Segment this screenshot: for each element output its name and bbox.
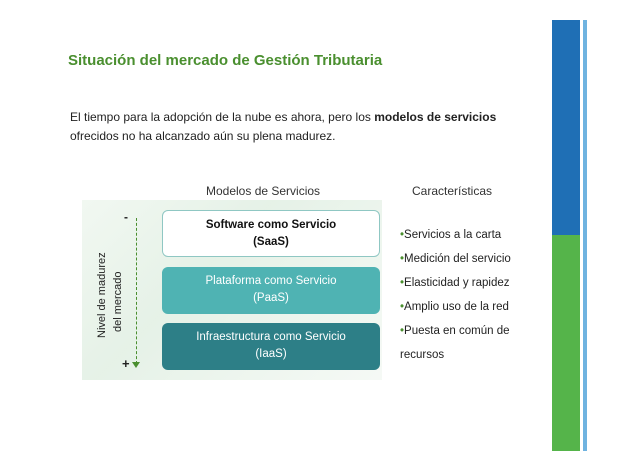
saas-layer xyxy=(162,210,380,257)
decorative-thin-stripe xyxy=(583,20,587,451)
feature-item xyxy=(400,319,540,343)
feature-item-continuation xyxy=(400,343,540,367)
paas-layer xyxy=(162,267,380,314)
saas-layer-abbr: (SaaS) xyxy=(253,236,289,248)
feature-text: Amplio uso de la red xyxy=(404,301,509,313)
bullet-icon: • xyxy=(400,277,405,289)
models-column-header: Modelos de Servicios xyxy=(206,184,321,198)
feature-text: Servicios a la carta xyxy=(404,229,502,241)
feature-text: Elasticidad y rapidez xyxy=(404,277,510,289)
bullet-icon: • xyxy=(400,253,405,265)
feature-item xyxy=(400,223,540,247)
slide-title: Situación del mercado de Gestión Tributaria xyxy=(68,52,383,69)
bullet-icon: • xyxy=(400,301,405,313)
iaas-layer-name: Infraestructura como Servicio xyxy=(196,331,346,343)
paas-layer-abbr: (PaaS) xyxy=(253,292,289,304)
axis-label-line2: del mercado xyxy=(112,271,124,332)
axis-label-line1: Nivel de madurez xyxy=(96,252,108,338)
feature-text: Puesta en común de xyxy=(404,325,510,337)
feature-item xyxy=(400,271,540,295)
decorative-green-stripe xyxy=(552,235,580,451)
intro-paragraph xyxy=(70,108,540,146)
features-list xyxy=(400,223,540,367)
axis-minus-symbol: - xyxy=(124,210,128,224)
feature-text: recursos xyxy=(400,349,445,361)
feature-text: Medición del servicio xyxy=(404,253,511,265)
intro-text-start: El tiempo para la adopción de la nube es ahora, pero los xyxy=(70,110,375,124)
axis-line xyxy=(136,218,137,364)
iaas-layer xyxy=(162,323,380,370)
bullet-icon: • xyxy=(400,325,405,337)
maturity-axis-label xyxy=(96,238,136,338)
axis-arrow-icon xyxy=(132,362,140,368)
saas-layer-name: Software como Servicio xyxy=(205,219,337,231)
bullet-icon: • xyxy=(400,229,405,241)
feature-item xyxy=(400,247,540,271)
axis-plus-symbol: + xyxy=(122,356,130,371)
paas-layer-name: Plataforma como Servicio xyxy=(205,275,337,287)
decorative-blue-stripe xyxy=(552,20,580,235)
intro-text-bold: modelos de servicios xyxy=(374,110,497,124)
intro-text-end: ofrecidos no ha alcanzado aún su plena madurez. xyxy=(70,129,336,143)
iaas-layer-abbr: (IaaS) xyxy=(255,348,287,360)
features-column-header: Características xyxy=(412,184,493,198)
feature-item xyxy=(400,295,540,319)
